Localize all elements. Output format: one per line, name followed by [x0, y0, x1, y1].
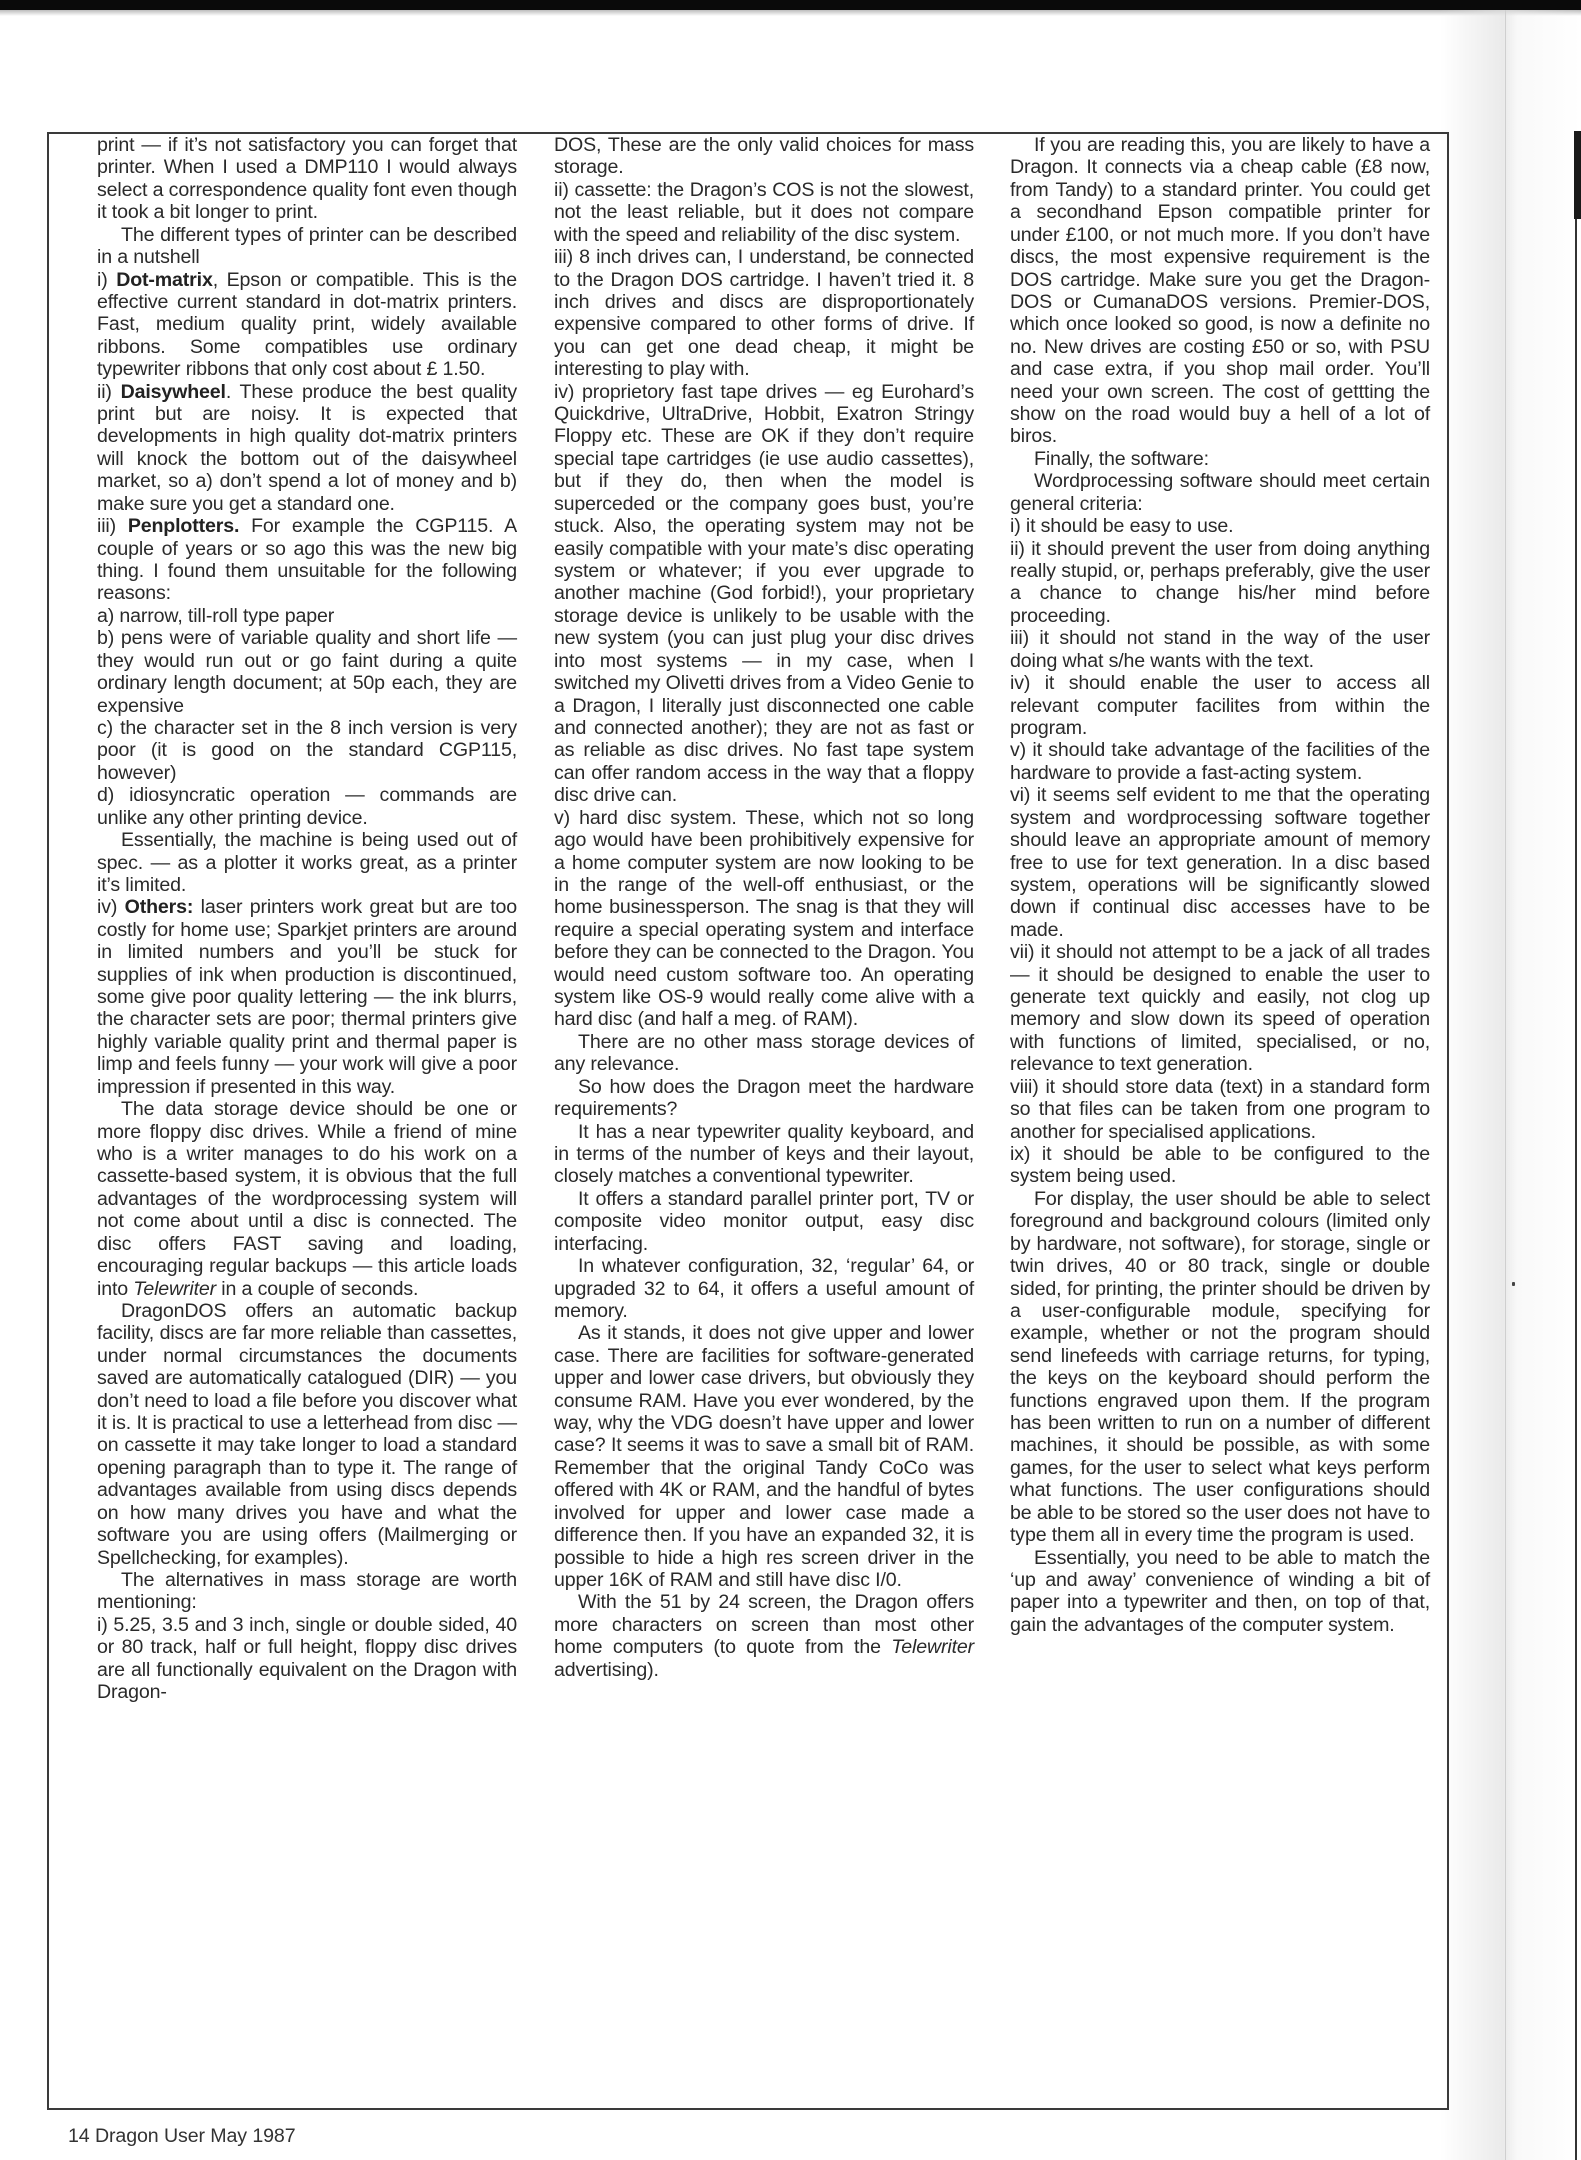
article-paragraph	[1010, 627, 1430, 672]
article-paragraph	[554, 246, 974, 381]
text-run: The different types of printer can be described in a nutshell	[97, 223, 517, 269]
text-run: For display, the user should be able to select foreground and background colours (limited only by hardware, not software), for storage, single or twin drives, 40 or 80 track, single or double sided, for printing, the printer should be driven by a user-configurable module, specifying for example, whether or not the program should send linefeeds with carriage returns, for typing, the keys on the keyboard should perform the functions engraved upon them. If the program has been written to run on a number of different machines, it should be possible, as with some games, for the user to select what keys perform what functions. The user configurations should be able to be stored so the user does not have to type them all in every time the program is used.	[1010, 1187, 1430, 1547]
text-run: laser printers work great but are too costly for home use; Sparkjet printers are around in limited numbers and you’ll be stuck for supplies of ink when production is discontinued, some give poor quality lettering — the ink blurrs, the character sets are poor; thermal printers give highly variable quality print and thermal paper is limp and feels funny — your work will give a poor impression if presented in this way.	[97, 896, 517, 1098]
text-run: iii) 8 inch drives can, I understand, be connected to the Dragon DOS cartridge. I haven’t tried it. 8 inch drives and discs are disproportionately expensive compared to other forms of drive. If you can get one dead cheap, it might be interesting to play with.	[554, 246, 974, 381]
text-run: If you are reading this, you are likely to have a Dragon. It connects via a cheap cable (£8 now, from Tandy) to a standard printer. You could get a secondhand Epson compatible printer for under £100, or not much more. If you don’t have discs, the most expensive requirement is the DOS cartridge. Make sure you get the Dragon-DOS or CumanaDOS versions. Premier-DOS, which once looked so good, is now a definite no no. New drives are costing £50 or so, with PSU and case extra, if you shop mail order. You’ll need your own screen. The cost of gettting the show on the road would buy a hell of a lot of biros.	[1010, 134, 1430, 448]
adjacent-page-header-bar	[1574, 131, 1581, 219]
text-run: Finally, the software:	[1034, 447, 1209, 470]
text-run: , Epson or compatible. This is the effective current standard in dot-matrix printers. Fast, medium quality print, widely available ribbons. Some compatibles use ordinary typewriter ribbons that only cost about £ 1.50.	[97, 268, 517, 381]
text-run: Essentially, the machine is being used out of spec. — as a plotter it works great, as a printer it’s limited.	[97, 829, 517, 896]
text-run: vi) it seems self evident to me that the operating system and wordprocessing software together should leave an appropriate amount of memory free to use for text generation. In a disc based system, operations will be significantly slowed down if continual disc accesses have to be made.	[1010, 784, 1430, 941]
article-paragraph	[97, 269, 517, 381]
article-paragraph	[554, 1322, 974, 1591]
text-run: i) it should be easy to use.	[1010, 515, 1234, 538]
article-paragraph	[97, 717, 517, 784]
bold-term: Dot-matrix	[116, 268, 213, 291]
page-footer: 14 Dragon User May 1987	[68, 2125, 296, 2147]
bold-term: Penplotters.	[127, 515, 240, 538]
article-paragraph	[97, 515, 517, 605]
article-paragraph	[554, 134, 974, 179]
article-paragraph	[554, 1591, 974, 1681]
text-run: in a couple of seconds.	[216, 1277, 419, 1300]
text-run: There are no other mass storage devices of any relevance.	[554, 1030, 974, 1076]
text-run: In whatever configuration, 32, ‘regular’ 64, or upgraded 32 to 64, it offers a useful amount of memory.	[554, 1255, 974, 1322]
bold-term: Others:	[124, 896, 194, 919]
article-paragraph	[1010, 538, 1430, 628]
article-paragraph	[554, 1031, 974, 1076]
text-run: For example the CGP115. A couple of years or so ago this was the new big thing. I found them unsuitable for the following reasons:	[97, 515, 518, 605]
text-run: d) idiosyncratic operation — commands are unlike any other printing device.	[97, 784, 517, 829]
article-paragraph	[1010, 515, 1430, 537]
article-paragraph	[1010, 1188, 1430, 1547]
text-run: iii)	[97, 515, 128, 538]
text-run: c) the character set in the 8 inch version is very poor (it is good on the standard CGP115, however)	[97, 716, 517, 784]
text-run: vii) it should not attempt to be a jack of all trades — it should be designed to enable the user to generate text quickly and easily, not clog up memory and slow down its speed of operation with functions of limited, specialised, or no, relevance to text generation.	[1010, 941, 1430, 1076]
article-paragraph	[97, 1614, 517, 1704]
text-run: v) it should take advantage of the facilities of the hardware to provide a fast-acting system.	[1010, 739, 1430, 784]
text-run: Essentially, you need to be able to match the ‘up and away’ convenience of winding a bit of paper into a typewriter and then, on top of that, gain the advantages of the computer system.	[1010, 1546, 1430, 1636]
italic-title: Telewriter	[133, 1277, 217, 1300]
article-paragraph	[97, 829, 517, 896]
article-paragraph	[1010, 134, 1430, 448]
article-paragraph	[97, 1569, 517, 1614]
article-paragraph	[554, 807, 974, 1031]
page-gutter-shadow	[1440, 10, 1581, 2160]
text-run: So how does the Dragon meet the hardware requirements?	[554, 1075, 974, 1121]
scan-top-edge	[0, 0, 1581, 10]
article-paragraph	[1010, 470, 1430, 515]
article-box	[47, 132, 1449, 2110]
page-gutter-line	[1505, 10, 1506, 2160]
text-run: ix) it should be able to be configured to the system being used.	[1010, 1142, 1430, 1188]
text-run: a) narrow, till-roll type paper	[97, 604, 335, 627]
article-paragraph	[97, 896, 517, 1098]
text-run: i) 5.25, 3.5 and 3 inch, single or double sided, 40 or 80 track, half or full height, floppy disc drives are all functionally equivalent on the Dragon with Dragon-	[97, 1613, 517, 1704]
text-run: The alternatives in mass storage are worth mentioning:	[97, 1569, 517, 1614]
article-paragraph	[1010, 784, 1430, 941]
text-run: advertising).	[554, 1658, 659, 1681]
text-run: ii) cassette: the Dragon’s COS is not the slowest, not the least reliable, but it does not compare with the speed and reliability of the disc system.	[554, 178, 974, 246]
text-run: iv)	[97, 896, 125, 919]
text-run: v) hard disc system. These, which not so long ago would have been prohibitively expensive for a home computer system are now looking to be in the range of the well-off enthusiast, or the home businessperson. The snag is that they will require a special operating system and interface before they can be connected to the Dragon. You would need custom software too. An operating system like OS-9 would really come alive with a hard disc (and half a meg. of RAM).	[554, 806, 974, 1031]
text-run: b) pens were of variable quality and short life — they would run out or go faint during a quite ordinary length document; at 50p each, they are expensive	[97, 627, 517, 717]
text-run: With the 51 by 24 screen, the Dragon offers more characters on screen than most other home computers (to quote from the	[554, 1591, 974, 1659]
article-paragraph	[1010, 1076, 1430, 1143]
article-column-2	[554, 134, 974, 1681]
scan-top-shadow	[0, 10, 1581, 16]
text-run: iv) it should enable the user to access all relevant computer facilites from within the program.	[1010, 672, 1430, 739]
article-paragraph	[554, 1076, 974, 1121]
text-run: iii) it should not stand in the way of the user doing what s/he wants with the text.	[1010, 627, 1430, 672]
article-column-1	[97, 134, 517, 1704]
italic-title: Telewriter	[891, 1636, 974, 1659]
article-column-3	[1010, 134, 1430, 1636]
text-run: ii) it should prevent the user from doing anything really stupid, or, perhaps preferably, give the user a chance to change his/her mind before proceeding.	[1010, 537, 1430, 627]
text-run: DragonDOS offers an automatic backup facility, discs are far more reliable than cassettes, under normal circumstances the documents saved are automatically catalogued (DIR) — you don’t need to load a file before you discover what it is. It is practical to use a letterhead from disc — on cassette it may take longer to load a standard opening paragraph than to type it. The range of advantages available from using discs depends on how many drives you have and what the software you are using offers (Mailmerging or Spellchecking, for examples).	[97, 1299, 517, 1569]
article-paragraph	[97, 784, 517, 829]
text-run: viii) it should store data (text) in a standard form so that files can be taken from one program to another for specialised applications.	[1010, 1075, 1430, 1143]
article-paragraph	[554, 179, 974, 246]
article-paragraph	[1010, 448, 1430, 470]
text-run: As it stands, it does not give upper and lower case. There are facilities for software-generated upper and lower case drivers, but obviously they consume RAM. Have you ever wondered, by the way, why the VDG doesn’t have upper and lower case? It seems it was to save a small bit of RAM. Remember that the original Tandy CoCo was offered with 4K or RAM, and the handful of bytes involved for upper and lower case made a difference then. If you have an expanded 32, it is possible to hide a high res screen driver in the upper 16K of RAM and still have disc I/0.	[554, 1322, 974, 1591]
article-paragraph	[554, 1188, 974, 1255]
article-paragraph	[554, 1255, 974, 1322]
text-run: DOS, These are the only valid choices for mass storage.	[554, 134, 974, 179]
text-run: The data storage device should be one or more floppy disc drives. While a friend of mine who is a writer manages to do his work on a cassette-based system, it is obvious that the full advantages of the wordprocessing system will not come about until a disc is connected. The disc offers FAST saving and loading, encouraging regular backups — this article loads into	[97, 1098, 517, 1300]
text-run: . These produce the best quality print but are noisy. It is expected that developments in high quality dot-matrix printers will knock the bottom out of the daisywheel market, so a) don’t spend a lot of money and b) make sure you get a standard one.	[97, 380, 517, 515]
article-paragraph	[1010, 1547, 1430, 1637]
article-paragraph	[97, 134, 517, 224]
scan-speck	[1512, 1282, 1515, 1286]
text-run: It offers a standard parallel printer port, TV or composite video monitor output, easy disc interfacing.	[554, 1187, 974, 1255]
adjacent-page-rule	[1575, 219, 1577, 2160]
article-paragraph	[97, 1098, 517, 1300]
text-run: print — if it’s not satisfactory you can forget that printer. When I used a DMP110 I would always select a correspondence quality font even though it took a bit longer to print.	[97, 134, 517, 224]
article-paragraph	[554, 381, 974, 807]
text-run: Wordprocessing software should meet certain general criteria:	[1010, 470, 1430, 515]
article-paragraph	[97, 627, 517, 717]
text-run: It has a near typewriter quality keyboard, and in terms of the number of keys and their layout, closely matches a conventional typewriter.	[554, 1120, 974, 1188]
article-paragraph	[1010, 672, 1430, 739]
article-paragraph	[554, 1121, 974, 1188]
article-paragraph	[97, 381, 517, 516]
article-paragraph	[1010, 739, 1430, 784]
article-paragraph	[1010, 1143, 1430, 1188]
text-run: iv) proprietory fast tape drives — eg Eurohard’s Quickdrive, UltraDrive, Hobbit, Exatron Stringy Floppy etc. These are OK if they don’t require special tape cartridges (ie use audio cassettes), but if they do, then when the model is superceded or the company goes bust, you’re stuck. Also, the operating system may not be easily compatible with your mate’s disc operating system or whatever; if you ever upgrade to another machine (God forbid!), your proprietary storage device is unlikely to be usable with the new system (you can just plug your disc drives into most systems — in my case, when I switched my Olivetti drives from a Video Genie to a Dragon, I literally just disconnected one cable and connected another); they are not as fast or as reliable as disc drives. No fast tape system can offer random access in the way that a floppy disc drive can.	[554, 380, 974, 807]
article-paragraph	[97, 1300, 517, 1569]
article-paragraph	[1010, 941, 1430, 1076]
text-run: ii)	[97, 380, 121, 403]
bold-term: Daisywheel	[120, 380, 226, 403]
text-run: i)	[97, 268, 117, 291]
article-paragraph	[97, 605, 517, 627]
article-paragraph	[97, 224, 517, 269]
